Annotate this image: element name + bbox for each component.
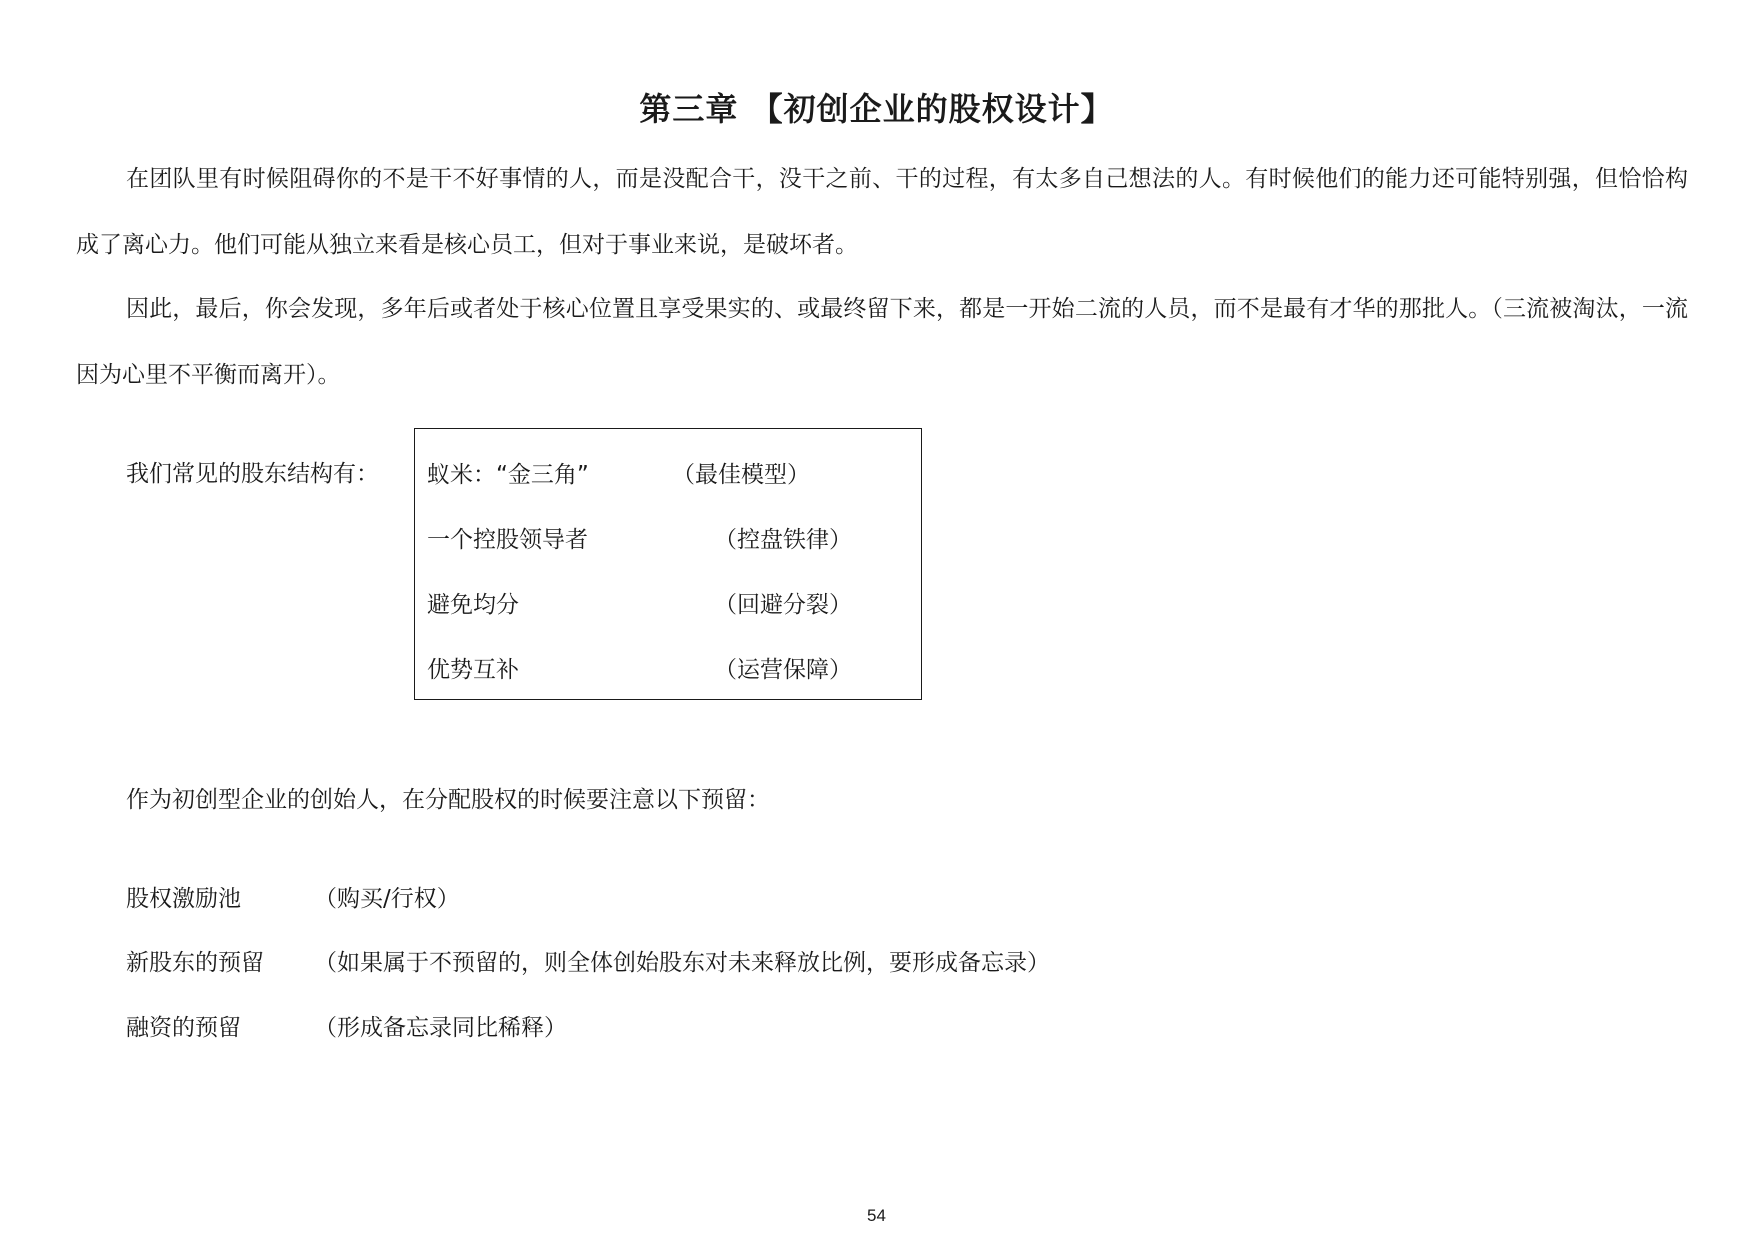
- reserve-note: （如果属于不预留的，则全体创始股东对未来释放比例，要形成备忘录）: [314, 950, 1050, 976]
- structure-row: [427, 651, 852, 684]
- body-paragraph-1: 在团队里有时候阻碍你的不是干不好事情的人，而是没配合干，没干之前、干的过程，有太多自己想法的人。有时候他们的能力还可能特别强，但恰恰构成了离心力。他们可能从独立来看是核心员工，但对于事业来说，是破坏者。: [76, 166, 1688, 258]
- reserve-item: [126, 880, 460, 913]
- structure-label: 避免均分: [427, 592, 519, 618]
- structure-note: （控盘铁律）: [714, 527, 852, 553]
- reserve-label: 融资的预留: [126, 1015, 241, 1041]
- structure-row: [427, 456, 810, 489]
- reserve-item: [126, 944, 1050, 977]
- reserve-label: 股权激励池: [126, 886, 241, 912]
- reserve-label: 新股东的预留: [126, 950, 264, 976]
- reserve-item: [126, 1009, 567, 1042]
- chapter-title: 第三章 【初创企业的股权设计】: [639, 90, 1114, 128]
- page-number: 54: [867, 1206, 886, 1225]
- reserve-note: （购买/行权）: [314, 886, 460, 912]
- reserve-intro: 作为初创型企业的创始人，在分配股权的时候要注意以下预留：: [126, 787, 770, 813]
- reserve-note: （形成备忘录同比稀释）: [314, 1015, 567, 1041]
- structure-label: 一个控股领导者: [427, 527, 588, 553]
- structure-note: （回避分裂）: [714, 592, 852, 618]
- structure-row: [427, 521, 852, 554]
- structure-row: [427, 586, 852, 619]
- structure-intro: 我们常见的股东结构有：: [126, 461, 379, 487]
- structure-note: （最佳模型）: [672, 462, 810, 488]
- body-paragraph-2: 因此，最后，你会发现，多年后或者处于核心位置且享受果实的、或最终留下来，都是一开始二流的人员，而不是最有才华的那批人。（三流被淘汰，一流因为心里不平衡而离开）。: [76, 296, 1688, 388]
- shareholder-structure-box: [414, 428, 922, 700]
- structure-note: （运营保障）: [714, 657, 852, 683]
- structure-label: 优势互补: [427, 657, 519, 683]
- structure-label: 蚁米：“金三角”: [427, 462, 589, 488]
